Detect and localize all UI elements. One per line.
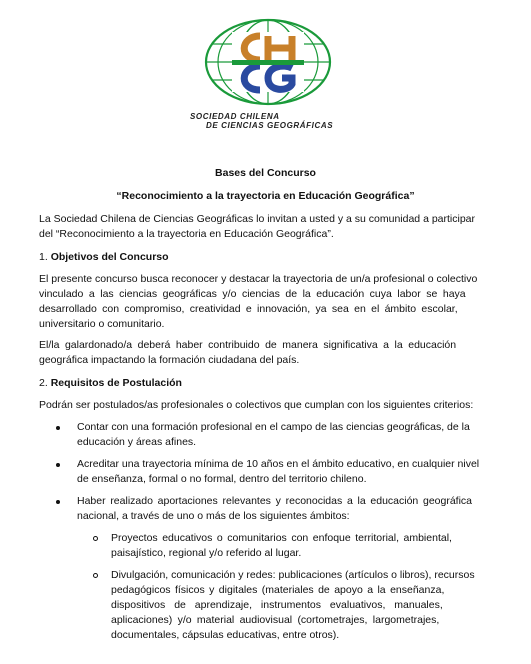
sub-bullet-icon — [93, 536, 98, 541]
list-item-line: Proyectos educativos o comunitarios con enfoque territorial, ambiental, — [111, 532, 452, 544]
paragraph-line: El presente concurso busca reconocer y destacar la trayectoria de un/a profesional o colectivo — [39, 273, 478, 285]
list-item-line: paisajístico, regional y/o referido al lugar. — [111, 547, 302, 559]
list-item-line: Acreditar una trayectoria mínima de 10 años en el ámbito educativo, en cualquier nivel — [77, 458, 480, 470]
objectives-paragraph-2 — [39, 338, 483, 368]
section-title: Objetivos del Concurso — [50, 251, 169, 263]
section-number: 2. — [39, 377, 48, 389]
list-item-line: aplicaciones) y/o material audiovisual (cortometrajes, largometrajes, — [111, 614, 440, 626]
list-item-line: nacional, a través de uno o más de los siguientes ámbitos: — [77, 510, 350, 522]
org-name-line2: DE CIENCIAS GEOGRÁFICAS — [206, 121, 334, 130]
sub-bullet-icon — [93, 573, 98, 578]
document-subtitle: “Reconocimiento a la trayectoria en Educación Geográfica” — [116, 190, 415, 202]
globe-logo-icon — [188, 14, 348, 114]
paragraph-line: desarrollado con compromiso, creatividad e innovación, ya sea en el ámbito escolar, — [39, 303, 458, 315]
section-1-heading — [39, 250, 169, 265]
bullet-icon — [56, 426, 60, 430]
section-title: Requisitos de Postulación — [50, 377, 182, 389]
list-item-line: Haber realizado aportaciones relevantes y reconocidas a la educación geográfica — [77, 495, 473, 507]
bullet-icon — [56, 463, 60, 467]
list-item-line: documentales, cápsulas educativas, entre otros). — [111, 629, 340, 641]
paragraph-line: El/la galardonado/a deberá haber contribuido de manera significativa a la educación — [39, 339, 457, 351]
section-number: 1. — [39, 251, 48, 263]
list-item-line: dispositivos de aprendizaje, instrumentos evaluativos, manuales, — [111, 599, 443, 611]
list-item-line: educación y áreas afines. — [77, 436, 197, 448]
requirements-intro: Podrán ser postulados/as profesionales o colectivos que cumplan con los siguientes criterios: — [39, 399, 474, 411]
intro-paragraph — [39, 212, 483, 242]
intro-line: La Sociedad Chilena de Ciencias Geográficas lo invitan a usted y a su comunidad a participar — [39, 213, 476, 225]
intro-line: del “Reconocimiento a la trayectoria en Educación Geográfica”. — [39, 228, 334, 240]
list-item-line: de enseñanza, formal o no formal, dentro del territorio chileno. — [77, 473, 367, 485]
org-name-line1: SOCIEDAD CHILENA — [190, 112, 280, 121]
paragraph-line: geográfica impactando la formación ciudadana del país. — [39, 354, 300, 366]
list-item-line: Contar con una formación profesional en el campo de las ciencias geográficas, de la — [77, 421, 470, 433]
paragraph-line: universitario o comunitario. — [39, 318, 165, 330]
list-item-line: Divulgación, comunicación y redes: publicaciones (artículos o libros), recursos — [111, 569, 475, 581]
bullet-icon — [56, 500, 60, 504]
paragraph-line: vinculado a las ciencias geográficas y/o ciencias de la educación cuya labor se haya — [39, 288, 466, 300]
document-title: Bases del Concurso — [215, 167, 316, 179]
objectives-paragraph-1 — [39, 272, 483, 332]
section-2-heading — [39, 376, 182, 391]
list-item-line: pedagógicos físicos y digitales (materiales de apoyo a la enseñanza, — [111, 584, 445, 596]
